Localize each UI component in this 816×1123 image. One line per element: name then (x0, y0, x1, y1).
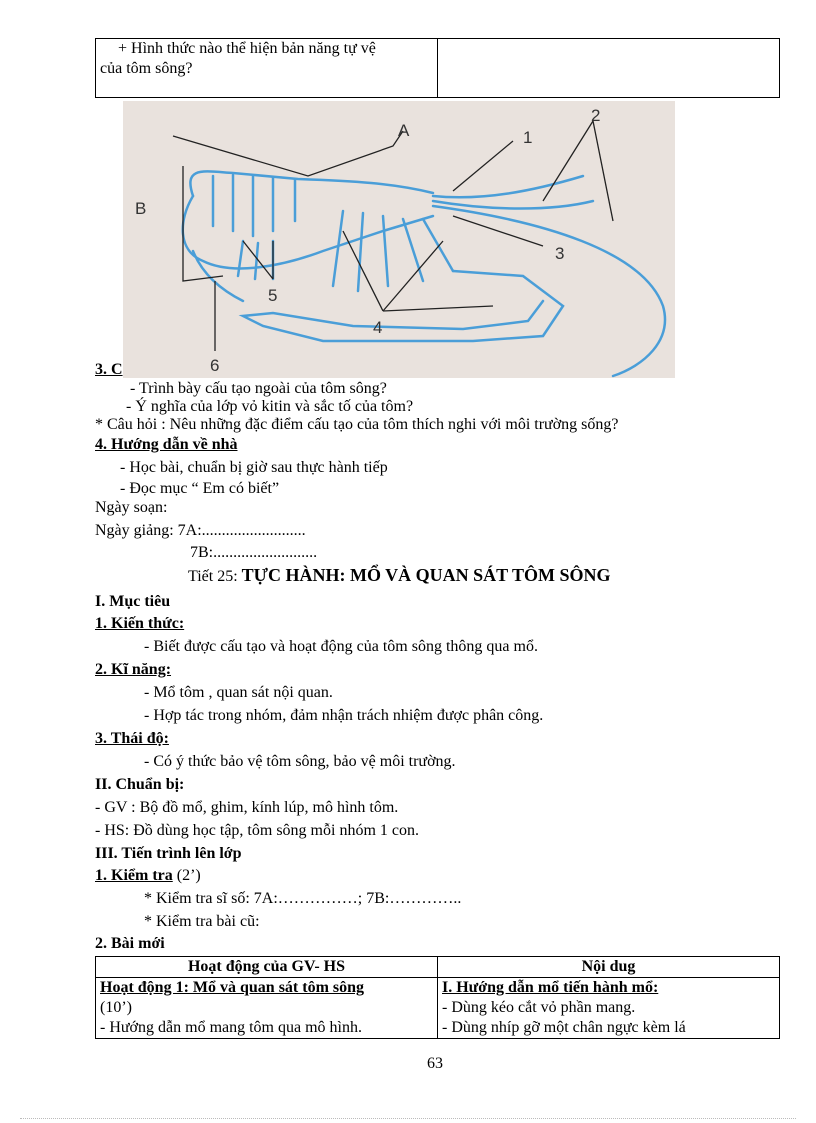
content-line-1: - Dùng kéo cắt vỏ phần mang. (442, 999, 636, 1016)
shrimp-segments (213, 175, 295, 236)
kiem-tra-item-1: * Kiểm tra sĩ số: 7A:……………; 7B:………….. (144, 890, 462, 907)
activity-line: - Hướng dẫn mổ mang tôm qua mô hình. (100, 1019, 362, 1036)
ngay-giang: Ngày giảng: 7A:.......................... (95, 522, 306, 539)
pointer-4c (383, 306, 493, 311)
question-line2: của tôm sông? (100, 60, 193, 77)
shrimp-claw (243, 271, 563, 341)
ki-nang-heading: 2. Kĩ năng: (95, 661, 172, 678)
top-question-table (95, 38, 780, 98)
lesson-title-prefix: Tiết 25: (188, 568, 242, 585)
label-6: 6 (210, 356, 220, 375)
label-1: 1 (523, 128, 533, 147)
thai-do-heading: 3. Thái độ: (95, 730, 169, 747)
section3-item-2: - Ý nghĩa của lớp vỏ kitin và sắc tố của tôm? (126, 398, 414, 415)
label-4: 4 (373, 318, 383, 337)
activity-time: (10’) (100, 999, 132, 1016)
question-line1: + Hình thức nào thể hiện bản năng tự vệ (118, 40, 376, 57)
section4-heading: 4. Hướng dẫn về nhà (95, 436, 238, 453)
activity-cell (96, 978, 438, 1039)
kiem-tra-time: (2’) (172, 867, 201, 884)
lesson-title (188, 565, 611, 586)
page-footer-divider (20, 1118, 796, 1119)
ngay-soan: Ngày soạn: (95, 499, 168, 516)
pointer-3 (453, 216, 543, 246)
chuan-bi-gv: - GV : Bộ đồ mổ, ghim, kính lúp, mô hình tôm. (95, 799, 399, 816)
label-2: 2 (591, 106, 601, 125)
question-cell (96, 39, 438, 98)
bai-moi-heading: 2. Bài mới (95, 935, 165, 952)
kien-thuc-text: - Biết được cấu tạo và hoạt động của tôm sông thông qua mổ. (144, 638, 538, 655)
shrimp-drawing (123, 101, 675, 378)
header-activity: Hoạt động của GV- HS (96, 957, 438, 978)
section-i-heading: I. Mục tiêu (95, 593, 171, 610)
pointer-4a (343, 231, 383, 311)
label-3: 3 (555, 244, 565, 263)
pointer-1 (453, 141, 513, 191)
chuan-bi-hs: - HS: Đồ dùng học tập, tôm sông mỗi nhóm 1 con. (95, 822, 419, 839)
shrimp-belly (183, 196, 433, 268)
activity-title: Hoạt động 1: Mổ và quan sát tôm sông (100, 979, 365, 996)
content-line-2: - Dùng nhíp gỡ một chân ngực kèm lá (442, 1019, 686, 1036)
section3-item-1: - Trình bày cấu tạo ngoài của tôm sông? (130, 380, 387, 397)
section-iii-heading: III. Tiến trình lên lớp (95, 845, 242, 862)
activity-table (95, 956, 780, 1039)
ngay-giang-7b: 7B:.......................... (190, 544, 318, 561)
pointer-2b (593, 121, 613, 221)
kiem-tra-line (95, 867, 201, 885)
content-title: I. Hướng dẫn mổ tiến hành mổ: (442, 979, 659, 996)
bracket-a (173, 131, 403, 176)
section4-item-2: - Đọc mục “ Em có biết” (120, 480, 280, 497)
section-ii-heading: II. Chuẩn bị: (95, 776, 185, 793)
label-a: A (398, 121, 410, 140)
page-number: 63 (427, 1055, 443, 1072)
shrimp-antenna-short (433, 176, 593, 209)
label-5: 5 (268, 286, 278, 305)
ki-nang-item-1: - Mổ tôm , quan sát nội quan. (144, 684, 333, 701)
header-content: Nội dug (438, 957, 780, 978)
section3-question: * Câu hỏi : Nêu những đặc điểm cấu tạo của tôm thích nghi với môi trường sống? (95, 416, 619, 433)
lesson-title-main: TỰC HÀNH: MỔ VÀ QUAN SÁT TÔM SÔNG (241, 565, 611, 585)
shrimp-antenna-long (433, 206, 665, 376)
shrimp-diagram (123, 101, 675, 378)
kien-thuc-heading: 1. Kiến thức: (95, 615, 185, 632)
thai-do-text: - Có ý thức bảo vệ tôm sông, bảo vệ môi trường. (144, 753, 456, 770)
bracket-b (183, 166, 223, 281)
kiem-tra-item-2: * Kiểm tra bài cũ: (144, 913, 260, 930)
section3-heading: 3. C (95, 361, 123, 378)
kiem-tra-heading: 1. Kiểm tra (95, 867, 173, 884)
label-b: B (135, 199, 147, 218)
answer-cell (438, 39, 780, 98)
ki-nang-item-2: - Hợp tác trong nhóm, đảm nhận trách nhiệm được phân công. (144, 707, 544, 724)
content-cell (438, 978, 780, 1039)
section4-item-1: - Học bài, chuẩn bị giờ sau thực hành tiếp (120, 459, 388, 476)
pointer-2a (543, 121, 593, 201)
